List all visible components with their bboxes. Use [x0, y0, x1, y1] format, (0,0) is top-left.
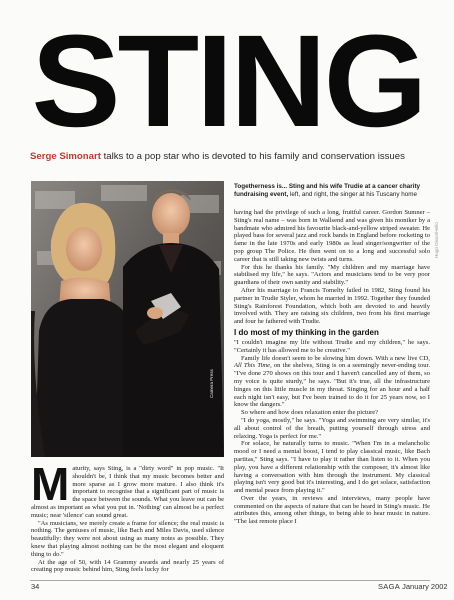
- body-paragraph: "As musicians, we merely create a frame for silence; the real music is nothing. The geniuses of music, like Bach and Miles Davis, used silence beautifully: they were not about using as many notes as possible. They knew that playing almost nothing can be the most elegant and eloquent thing to do.": [31, 519, 224, 558]
- photo-credit: Camera Press: [209, 369, 214, 398]
- body-paragraph: At the age of 50, with 14 Grammy awards and nearly 25 years of creating pop music behind him, Sting feels lucky for: [31, 558, 224, 574]
- caption-rest: left, and right, the singer at his Tuscany home: [288, 191, 418, 198]
- byline-author: Serge Simonart: [30, 151, 101, 162]
- body-paragraph: For solace, he naturally turns to music. "When I'm in a melancholic mood or I need a mental boost, I tend to play classical music, like Bach partitas," Sting says. "I have to play it rather than listen to it. When you play, you have a different relationship with the composer, it's almost like having a conversation with him through the instrument. My classical playing isn't very good but it's interesting, and I do get solace, satisfaction and mental peace from playing it.": [234, 440, 430, 495]
- body-paragraph: [31, 458, 224, 520]
- album-title: All This Time: [234, 362, 271, 370]
- headline: STING: [31, 7, 425, 154]
- page-number: 34: [31, 582, 40, 591]
- subheading: I do most of my thinking in the garden: [234, 327, 379, 337]
- right-column: [234, 209, 430, 526]
- standfirst: [30, 151, 440, 163]
- text-run: aturity, says Sting, is a "dirty word" in pop music. "It shouldn't be, I think that my music becomes better and more sparse as I grow more mature. I also think it's important to recognise that a significant part of music is the space between the sounds. What you leave out can be almost as important as what you put in. 'Nothing' can almost be a perfect music; near 'silence' can sound great.: [31, 465, 224, 519]
- body-paragraph: For this he thanks his family. "My children and my marriage have stabilised my life," he says. "Actors and musicians tend to be very poor guardians of their own sanity and stability.": [234, 263, 430, 287]
- folio: [378, 582, 448, 591]
- photo-illustration: [31, 181, 224, 457]
- body-paragraph: After his marriage to Francis Tomelty failed in 1982, Sting found his partner in Trudie Styler, whom he married in 1992. Together they founded Sting's Rainforest Foundation, which both are devoted to and heavily involved with. They are raising six children, two from his first marriage and four he fathered with Trudie.: [234, 286, 430, 326]
- body-paragraph: having had the privilege of such a long, fruitful career. Gordon Sumner – Sting's real name – was born in Wallsend and was given his moniker by a bandmate who admired his favourite black-and-yellow striped sweater. He played bass for several jazz and rock bands in England before rocketing to fame in the late 1970s and early 1980s as lead singer/songwriter of the pop group The Police. He then went on to a long and successful solo career that is still taking new twists and turns.: [234, 209, 430, 263]
- text-run: , on the shelves, Sting is on a seemingly never-ending tour. "I've done 270 shows on this tour and I haven't cancelled any of them, so my voice is quite sturdy," he says. "But it's true, all the infrastructure hinges on this little muscle in my throat. Singing for an hour and a half each night isn't easy, but I've been trained to do it for 25 years now, so I know the dangers.": [234, 362, 430, 409]
- magazine-name: SAGA: [378, 582, 401, 591]
- body-paragraph: "I couldn't imagine my life without Trudie and my children," he says. "Certainly it has allowed me to be creative.": [234, 338, 430, 354]
- standfirst-text: talks to a pop star who is devoted to his family and conservation issues: [100, 151, 405, 162]
- body-paragraph: "I do yoga, mostly," he says. "Yoga and swimming are very similar, it's all about control of the breath, putting yourself through stress and relaxing. Yoga is perfect for me.": [234, 416, 430, 440]
- left-column: [31, 458, 224, 574]
- side-photo-credit: Hugo Dixon/Hello: [434, 222, 439, 258]
- body-paragraph: So where and how does relaxation enter the picture?: [241, 409, 379, 417]
- drop-cap: M: [31, 458, 70, 510]
- footer-rule: [30, 580, 430, 581]
- photo-caption: [234, 183, 430, 199]
- body-paragraph: [234, 355, 430, 410]
- text-run: Family life doesn't seem to be slowing him down. With a new live CD,: [241, 354, 430, 362]
- caption-lead: Togetherness is... Sting and his wife Trudie at a cancer charity fundraising event,: [234, 183, 421, 198]
- sting-and-trudie-photo: [31, 181, 224, 457]
- issue-date: January 2002: [402, 582, 448, 591]
- body-paragraph: Over the years, in reviews and interviews, many people have commented on the aspects of nature that can be heard in Sting's music. He attributes this, among other things, to being able to hear music in nature. "The last remote place I: [234, 494, 430, 526]
